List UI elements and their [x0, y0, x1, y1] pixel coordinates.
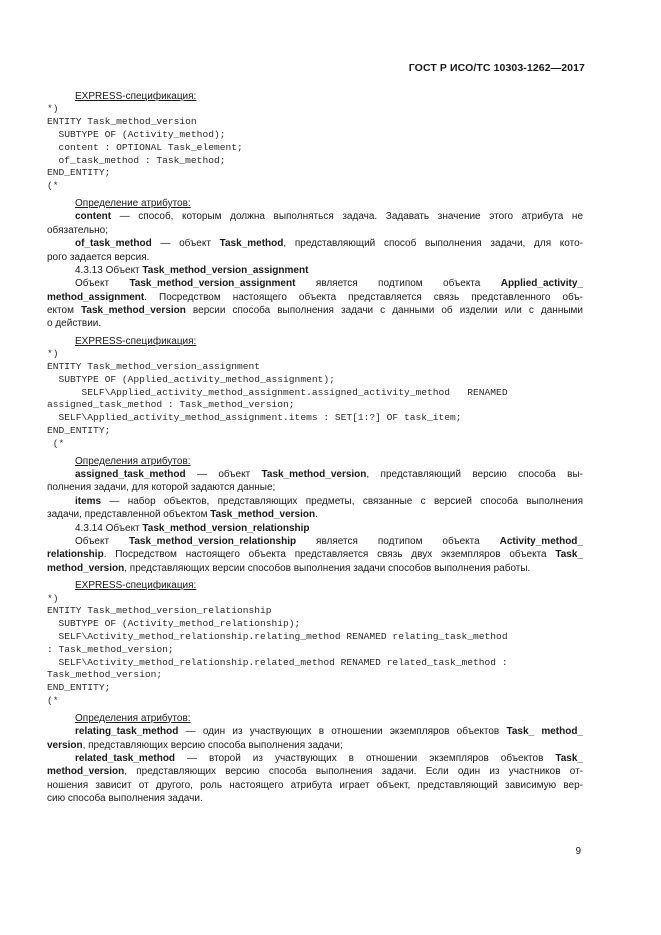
express-code-block — [47, 348, 583, 450]
standard-header: ГОСТ Р ИСО/ТС 10303-1262—2017 — [408, 62, 585, 74]
code-line: ENTITY Task_method_version — [47, 116, 197, 128]
paragraph-line: method_assignment. Посредством настоящего объекта представляется связь представленного объ- — [47, 291, 583, 303]
section-heading: 4.3.14 Объект Task_method_version_relationship — [75, 522, 310, 534]
attribute-term: content — [75, 211, 112, 223]
code-line: SELF\Applied_activity_method_assignment.assigned_activity_method RENAMED — [47, 386, 508, 398]
express-spec-label: EXPRESS-спецификация: — [75, 335, 197, 347]
code-line: *) — [47, 103, 59, 115]
attribute-definitions-label: Определения атрибутов: — [75, 712, 191, 724]
code-line: assigned_task_method : Task_method_version; — [47, 399, 295, 411]
code-line: Task_method_version; — [47, 669, 163, 681]
attribute-term: items — [75, 495, 102, 507]
definition-line: of_task_method — объект Task_method, представляющий способ выполнения задачи, для кото- — [75, 238, 583, 250]
definition-line: related_task_method — второй из участвующих в отношении экземпляров объектов Task_ — [75, 752, 583, 764]
definition-line: сию способа выполнения задачи. — [47, 793, 203, 805]
code-line: *) — [47, 348, 59, 360]
attribute-definitions-label: Определения атрибутов: — [75, 455, 191, 467]
code-line: SELF\Activity_method_relationship.relating_method RENAMED relating_task_method — [47, 630, 508, 642]
definition-line: полнения задачи, для которой задаются данные; — [47, 482, 276, 494]
code-line: (* — [47, 180, 59, 192]
definition-line: обязательно; — [47, 224, 109, 236]
code-line: SELF\Activity_method_relationship.related_method RENAMED related_task_method : — [47, 656, 508, 668]
code-line: ENTITY Task_method_version_assignment — [47, 361, 261, 373]
definition-line: assigned_task_method — объект Task_method_version, представляющий версию способа вы- — [75, 469, 584, 481]
express-code-block — [47, 593, 583, 708]
code-line: *) — [47, 592, 59, 604]
paragraph-line: Объект Task_method_version_assignment является подтипом объекта Applied_activity_ — [75, 278, 583, 290]
paragraph-line: о действии. — [47, 318, 102, 330]
paragraph-line: Объект Task_method_version_relationship является подтипом объекта Activity_method_ — [75, 535, 583, 547]
attribute-term: related_task_method — [75, 752, 176, 764]
definition-line: задачи, представленной объектом Task_method_version. — [47, 509, 318, 521]
document-body — [47, 90, 583, 805]
definition-line: ношения зависит от другого, роль настоящего атрибута играет объект, представляющий зависимую вер- — [47, 779, 583, 791]
code-line: SELF\Applied_activity_method_assignment.items : SET[1:?] OF task_item; — [47, 412, 462, 424]
attribute-term: relating_task_method — [75, 726, 179, 738]
code-line: END_ENTITY; — [47, 425, 111, 437]
paragraph-line: method_version, представляющих версии способов выполнения задачи способов выполнения работы. — [47, 562, 531, 574]
code-line: ENTITY Task_method_version_relationship — [47, 605, 272, 617]
code-line: of_task_method : Task_method; — [47, 154, 226, 166]
page-number: 9 — [575, 846, 581, 857]
code-line: (* — [47, 694, 59, 706]
definition-line: relating_task_method — один из участвующих в отношении экземпляров объектов Task_ method_ — [75, 726, 583, 738]
code-line: END_ENTITY; — [47, 682, 111, 694]
express-spec-label: EXPRESS-спецификация: — [75, 580, 197, 592]
definition-line: рого задается версия. — [47, 251, 150, 263]
code-line: SUBTYPE OF (Activity_method_relationship); — [47, 618, 301, 630]
code-line: END_ENTITY; — [47, 167, 111, 179]
paragraph-line: ектом Task_method_version версии способа выполнения задачи с данными об изделии или с данными — [47, 305, 583, 317]
section-heading: 4.3.13 Объект Task_method_version_assignment — [75, 264, 309, 276]
attribute-term: assigned_task_method — [75, 469, 186, 481]
express-spec-label: EXPRESS-спецификация: — [75, 91, 197, 102]
definition-line: content — способ, которым должна выполняться задача. Задавать значение этого атрибута не — [75, 211, 583, 223]
express-code-block — [47, 103, 583, 193]
code-line: : Task_method_version; — [47, 643, 174, 655]
code-line: SUBTYPE OF (Activity_method); — [47, 128, 226, 140]
attribute-term: of_task_method — [75, 238, 152, 250]
attribute-definitions-label: Определение атрибутов: — [75, 197, 191, 209]
code-line: (* — [47, 437, 65, 449]
code-line: content : OPTIONAL Task_element; — [47, 141, 243, 153]
definition-line: items — набор объектов, представляющих предметы, связанные с версией способа выполнения — [75, 495, 583, 507]
definition-line: version, представляющих версию способа выполнения задачи; — [47, 739, 343, 751]
code-line: SUBTYPE OF (Applied_activity_method_assignment); — [47, 373, 335, 385]
definition-line: method_version, представляющих версию способа выполнения задачи. Если один из участников от- — [47, 766, 583, 778]
paragraph-line: relationship. Посредством настоящего объекта представляется связь двух экземпляров объекта Task_ — [47, 549, 583, 561]
